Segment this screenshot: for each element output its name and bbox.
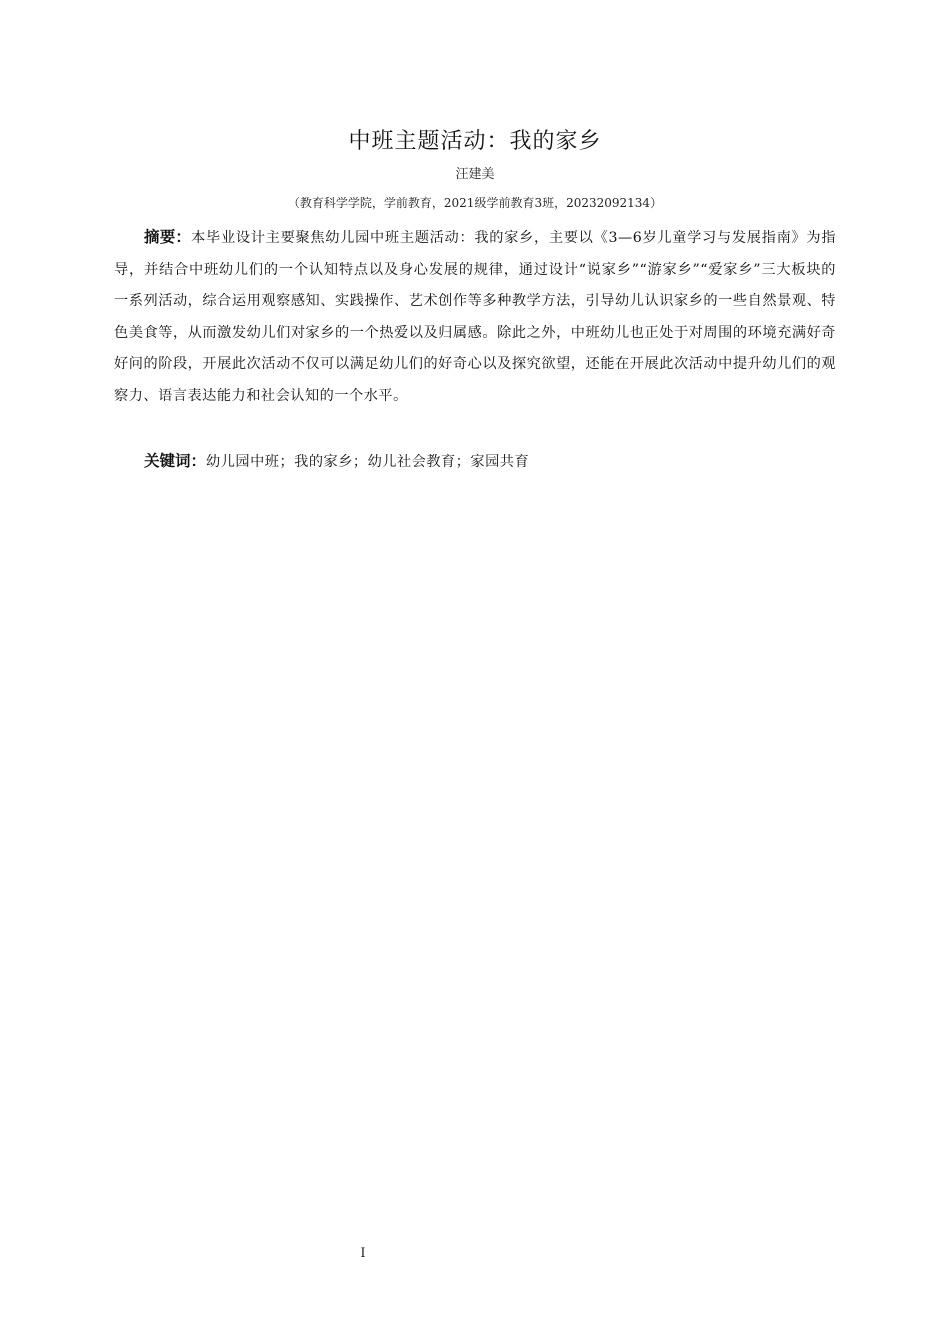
author-affiliation: （教育科学学院，学前教育，2021级学前教育3班，20232092134） — [287, 196, 663, 210]
abstract-text: 本毕业设计主要聚焦幼儿园中班主题活动：我的家乡，主要以《3—6岁儿童学习与发展指南》为指导，并结合中班幼儿们的一个认知特点以及身心发展的规律，通过设计“说家乡”“游家乡”“爱家乡”三大板块的一系列活动，综合运用观察感知、实践操作、艺术创作等多种教学方法，引导幼儿认识家乡的一些自然景观、特色美食等，从而激发幼儿们对家乡的一个热爱以及归属感。除此之外，中班幼儿也正处于对周围的环境充满好奇好问的阶段，开展此次活动不仅可以满足幼儿们的好奇心以及探究欲望，还能在开展此次活动中提升幼儿们的观察力、语言表达能力和社会认知的一个水平。 — [114, 230, 836, 404]
keywords-label: 关键词： — [144, 452, 207, 470]
keywords-text: 幼儿园中班；我的家乡；幼儿社会教育；家园共育 — [206, 454, 530, 470]
abstract-label: 摘要： — [144, 228, 192, 246]
page-number: I — [360, 1246, 366, 1261]
abstract-paragraph — [114, 222, 836, 412]
keywords-paragraph — [144, 446, 834, 479]
document-title: 中班主题活动：我的家乡 — [348, 129, 602, 154]
author-name: 汪建美 — [455, 167, 495, 182]
